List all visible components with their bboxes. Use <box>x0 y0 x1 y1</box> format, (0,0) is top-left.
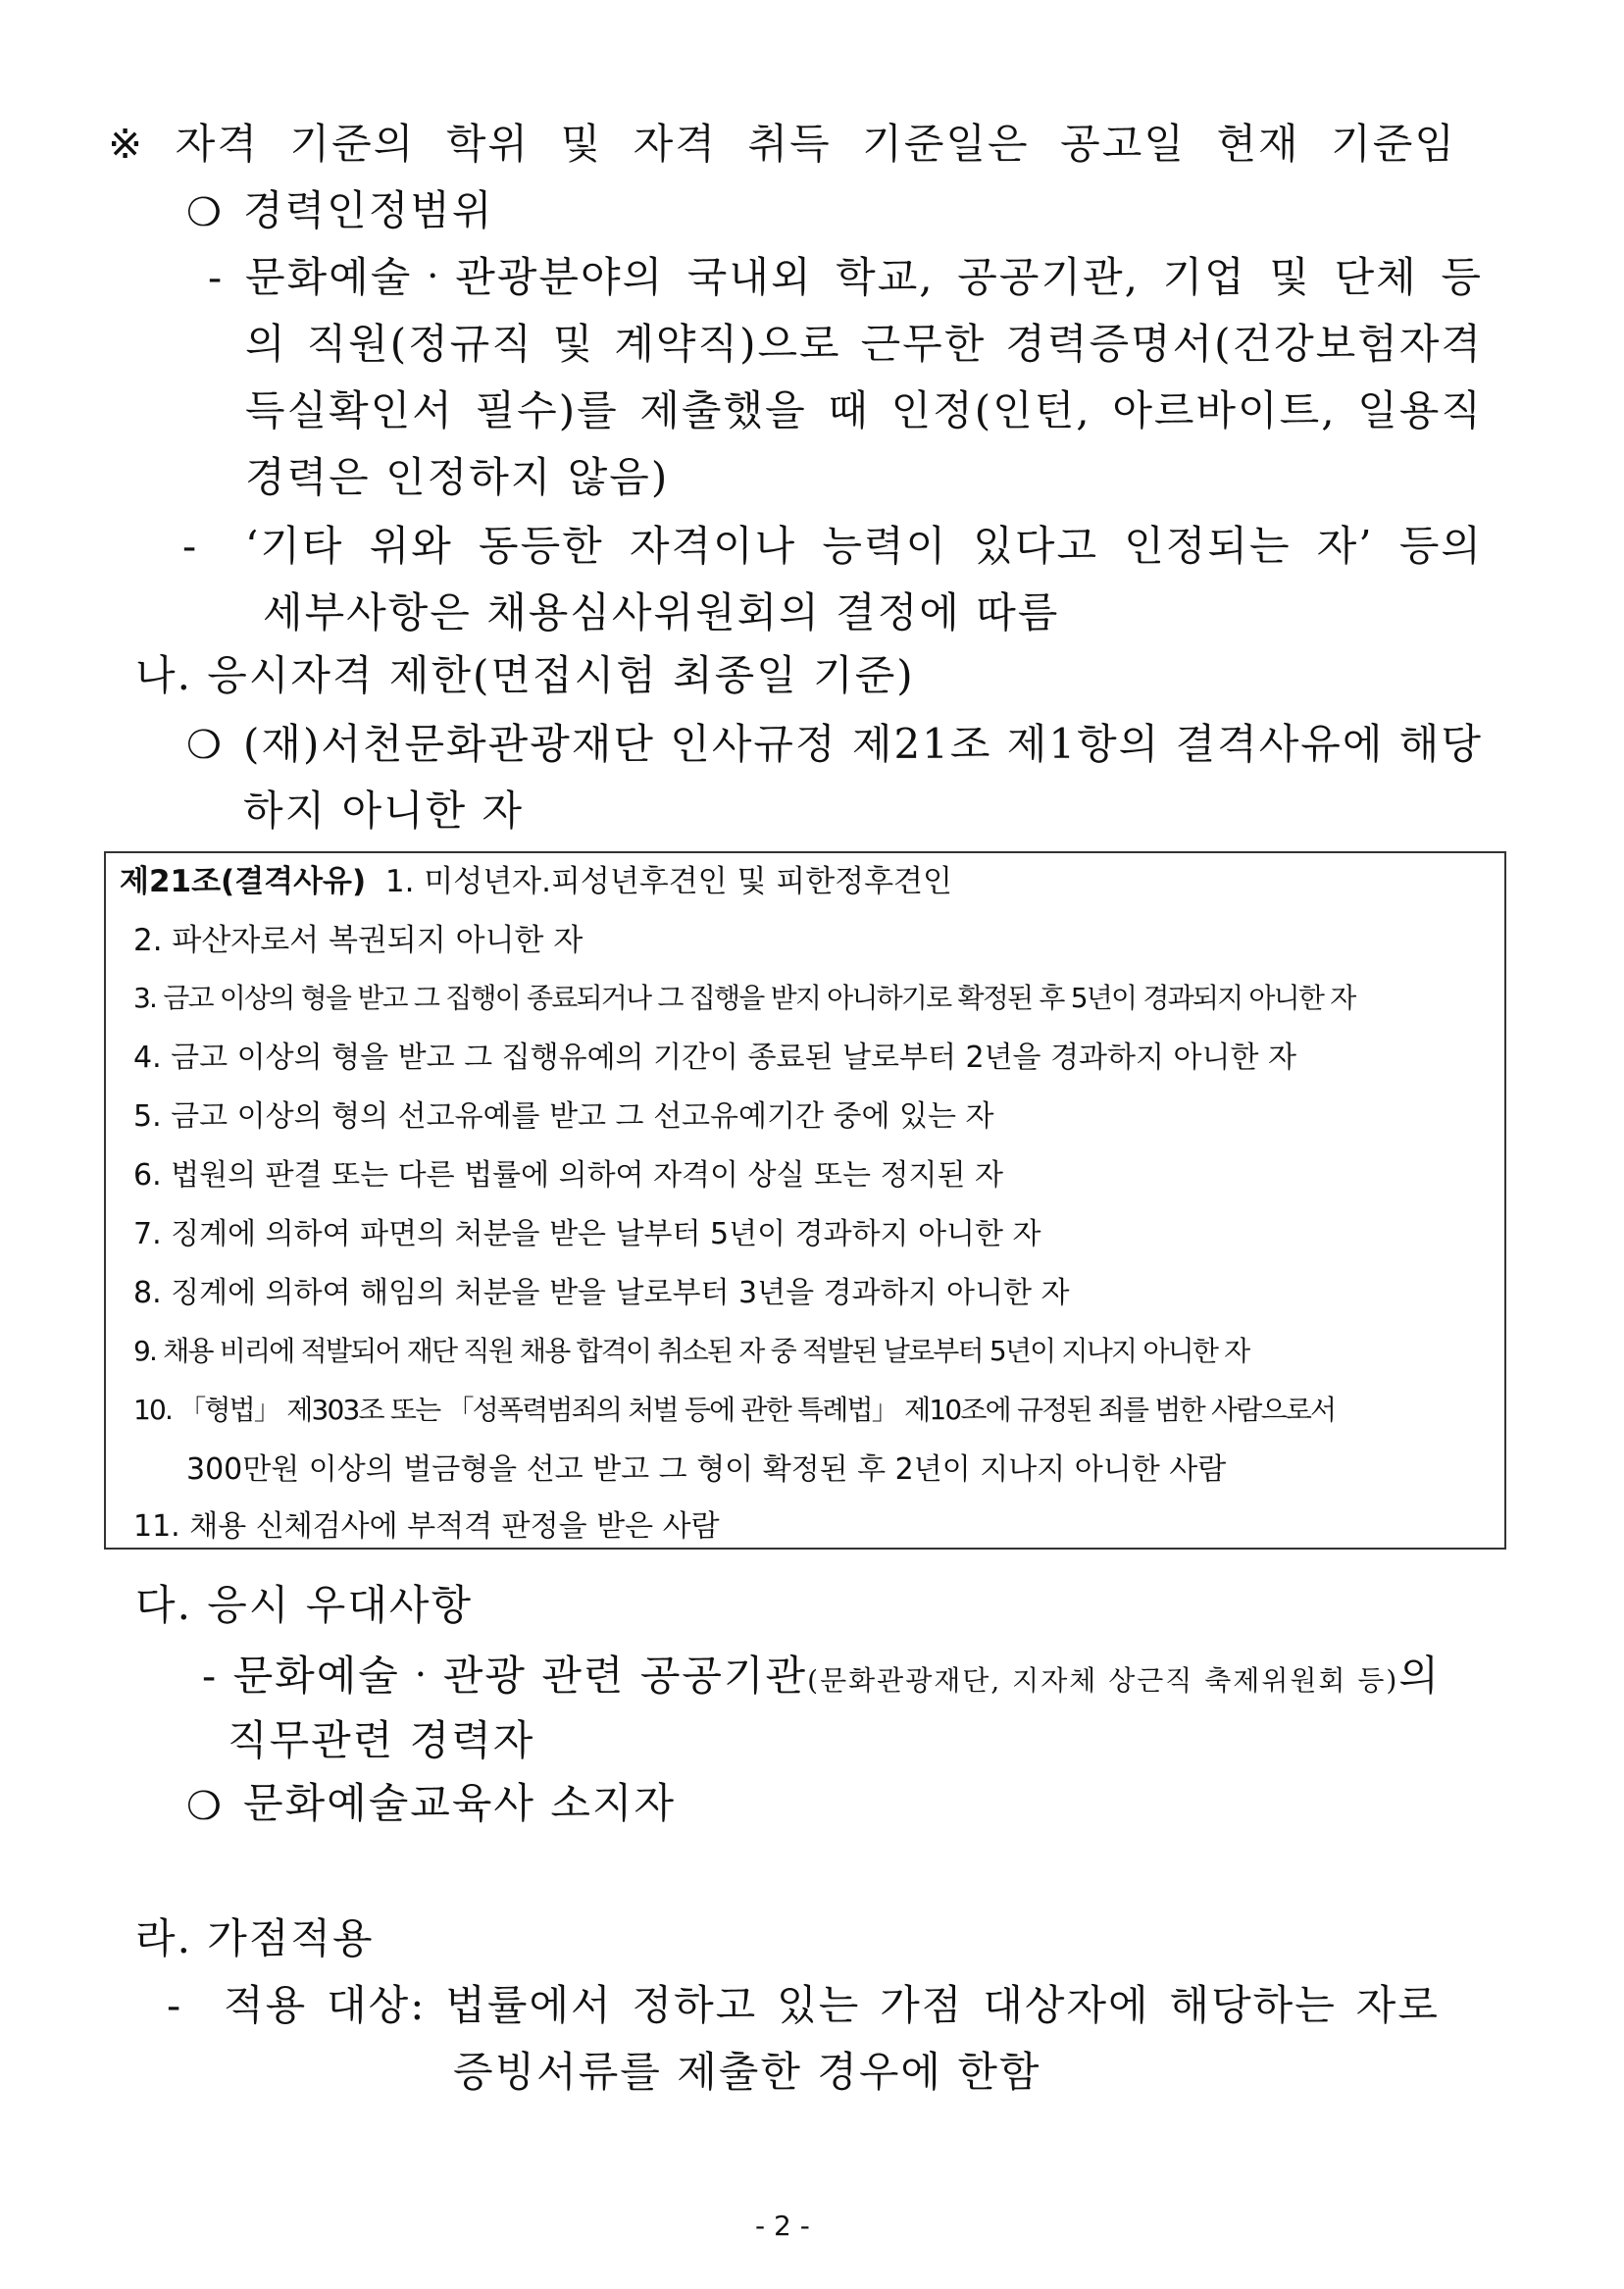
box-item: 9. 채용 비리에 적발되어 재단 직원 채용 합격이 취소된 자 중 적발된 날로부터 5년이 지나지 아니한 자 <box>133 1335 1249 1367</box>
section-da-item1-dash: - <box>202 1652 219 1700</box>
section-ra-line2: 증빙서류를 제출한 경우에 한함 <box>453 2048 1041 2096</box>
section-na-line1: (재)서천문화관광재단 인사규정 제21조 제1항의 결격사유에 해당 <box>243 720 1483 768</box>
career-item1-dash: - <box>208 253 225 301</box>
box-item: 11. 채용 신체검사에 부적격 판정을 받은 사람 <box>133 1509 720 1544</box>
section-da-item1-line2: 직무관련 경력자 <box>228 1716 535 1764</box>
career-item2-line2: 세부사항은 채용심사위원회의 결정에 따름 <box>263 588 1060 636</box>
section-da-heading: 다. 응시 우대사항 <box>135 1581 474 1629</box>
section-na-heading: 나. 응시자격 제한(면접시험 최종일 기준) <box>135 651 915 699</box>
career-bullet-icon: ❍ <box>186 190 222 235</box>
page-number: - 2 - <box>755 2210 810 2242</box>
section-da-item1-small: (문화관광재단, 지자체 상근직 축제위원회 등) <box>807 1664 1399 1697</box>
section-ra-heading: 라. 가점적용 <box>135 1914 375 1962</box>
career-item1-line1: 문화예술‧관광분야의 국내외 학교, 공공기관, 기업 및 단체 등 <box>245 253 1483 301</box>
box-item: 4. 금고 이상의 형을 받고 그 집행유예의 기간이 종료된 날로부터 2년을 경과하지 아니한 자 <box>133 1041 1296 1075</box>
career-item1-line2: 의 직원(정규직 및 계약직)으로 근무한 경력증명서(건강보험자격 <box>245 320 1483 368</box>
box-item: 1. 미성년자.피성년후견인 및 피한정후견인 <box>384 864 952 899</box>
box-item: 3. 금고 이상의 형을 받고 그 집행이 종료되거나 그 집행을 받지 아니하기로 확정된 후 5년이 경과되지 아니한 자 <box>133 982 1355 1014</box>
section-da-item1-tail: 의 <box>1398 1652 1441 1700</box>
box-item: 7. 징계에 의하여 파면의 처분을 받은 날부터 5년이 경과하지 아니한 자 <box>133 1217 1041 1251</box>
disqualification-box <box>104 851 1506 1550</box>
box-item-continuation: 300만원 이상의 벌금형을 선고 받고 그 형이 확정된 후 2년이 지나지 아니한 사람 <box>186 1452 1227 1487</box>
career-item1-line3: 득실확인서 필수)를 제출했을 때 인정(인턴, 아르바이트, 일용직 <box>245 386 1483 434</box>
section-na-line2: 하지 아니한 자 <box>243 787 525 835</box>
notice-line: ※ 자격 기준의 학위 및 자격 취득 기준일은 공고일 현재 기준임 <box>108 120 1456 168</box>
career-item2-dash: - <box>182 522 199 570</box>
box-item: 6. 법원의 판결 또는 다른 법률에 의하여 자격이 상실 또는 정지된 자 <box>133 1158 1003 1193</box>
section-ra-dash: - <box>167 1981 183 2029</box>
box-item: 5. 금고 이상의 형의 선고유예를 받고 그 선고유예기간 중에 있는 자 <box>133 1099 994 1134</box>
career-item1-line4: 경력은 인정하지 않음) <box>245 453 670 501</box>
section-da-bullet-icon: ❍ <box>186 1784 222 1829</box>
box-row-1 <box>120 864 952 899</box>
career-title: 경력인정범위 <box>243 186 494 234</box>
section-da-item1-main: 문화예술‧관광 관련 공공기관 <box>232 1652 808 1700</box>
box-header: 제21조(결격사유) <box>120 864 367 899</box>
section-da-item2-text: 문화예술교육사 소지자 <box>243 1779 677 1827</box>
section-na-bullet-icon: ❍ <box>186 723 222 768</box>
section-da-item1-line1 <box>202 1652 1441 1700</box>
box-item: 10. 「형법」 제303조 또는 「성폭력범죄의 처벌 등에 관한 특례법」 제10조에 규정된 죄를 범한 사람으로서 <box>133 1394 1336 1426</box>
box-item: 2. 파산자로서 복권되지 아니한 자 <box>133 923 584 958</box>
box-item: 8. 징계에 의하여 해임의 처분을 받을 날로부터 3년을 경과하지 아니한 자 <box>133 1276 1070 1310</box>
section-ra-line1: 적용 대상: 법률에서 정하고 있는 가점 대상자에 해당하는 자로 <box>224 1981 1440 2029</box>
career-item2-line1: ‘기타 위와 동등한 자격이나 능력이 있다고 인정되는 자’ 등의 <box>245 522 1483 570</box>
